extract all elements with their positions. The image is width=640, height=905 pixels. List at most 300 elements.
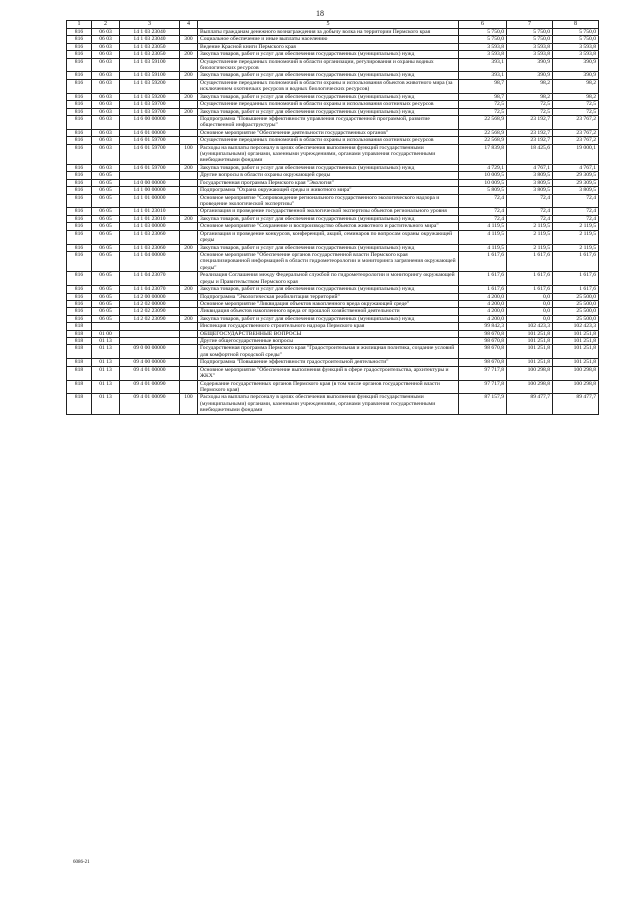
amount-year1-cell: 10 009,5 — [459, 179, 507, 186]
admin-code-cell: 816 — [67, 251, 92, 271]
amount-year2-cell: 72,5 — [507, 108, 553, 115]
admin-code-cell: 816 — [67, 43, 92, 50]
amount-year2-cell: 1 617,6 — [507, 286, 553, 293]
section-code-cell: 06 03 — [92, 164, 120, 171]
amount-year1-cell: 1 617,6 — [459, 286, 507, 293]
item-name-cell: ОБЩЕГОСУДАРСТВЕННЫЕ ВОПРОСЫ — [198, 330, 459, 337]
table-row — [67, 323, 599, 330]
amount-year2-cell: 390,9 — [507, 72, 553, 79]
admin-code-cell: 816 — [67, 272, 92, 286]
admin-code-cell: 816 — [67, 28, 92, 35]
target-code-cell: 14 1 03 59700 — [120, 108, 180, 115]
amount-year3-cell: 2 119,5 — [553, 223, 599, 230]
amount-year1-cell: 97 717,8 — [459, 380, 507, 394]
item-name-cell: Закупка товаров, работ и услуг для обеспечения государственных (муниципальных) нужд — [198, 72, 459, 79]
item-name-cell: Закупка товаров, работ и услуг для обеспечения государственных (муниципальных) нужд — [198, 215, 459, 222]
amount-year1-cell: 22 568,9 — [459, 115, 507, 129]
amount-year2-cell: 23 192,7 — [507, 137, 553, 144]
table-row — [67, 164, 599, 171]
amount-year1-cell: 393,1 — [459, 58, 507, 72]
amount-year2-cell: 98,2 — [507, 79, 553, 93]
amount-year3-cell: 101 251,8 — [553, 330, 599, 337]
amount-year1-cell: 98,7 — [459, 93, 507, 100]
amount-year1-cell: 5 750,0 — [459, 36, 507, 43]
table-row — [67, 72, 599, 79]
amount-year2-cell: 100 298,8 — [507, 366, 553, 380]
table-row — [67, 244, 599, 251]
target-code-cell: 14 6 01 00000 — [120, 129, 180, 136]
section-code-cell: 06 03 — [92, 137, 120, 144]
admin-code-cell: 818 — [67, 366, 92, 380]
target-code-cell: 14 1 03 59700 — [120, 101, 180, 108]
section-code-cell: 06 05 — [92, 272, 120, 286]
expense-type-cell — [180, 330, 198, 337]
amount-year3-cell: 72,4 — [553, 194, 599, 208]
amount-year2-cell: 102 423,3 — [507, 323, 553, 330]
column-header: 5 — [198, 21, 459, 29]
amount-year1-cell: 4 200,0 — [459, 300, 507, 307]
amount-year3-cell: 72,4 — [553, 208, 599, 215]
amount-year2-cell: 72,4 — [507, 215, 553, 222]
expense-type-cell — [180, 172, 198, 179]
amount-year2-cell: 98,2 — [507, 93, 553, 100]
section-code-cell: 06 05 — [92, 230, 120, 244]
expense-type-cell: 200 — [180, 72, 198, 79]
amount-year2-cell: 3 593,8 — [507, 43, 553, 50]
item-name-cell: Государственная программа Пермского края "Экология" — [198, 179, 459, 186]
admin-code-cell: 816 — [67, 187, 92, 194]
section-code-cell: 06 05 — [92, 244, 120, 251]
table-row — [67, 215, 599, 222]
item-name-cell: Основное мероприятие "Сопровождение регионального государственного экологического надзора и проведение экологической экспертизы" — [198, 194, 459, 208]
section-code-cell: 06 03 — [92, 93, 120, 100]
table-row — [67, 194, 599, 208]
expense-type-cell — [180, 129, 198, 136]
amount-year2-cell: 101 251,8 — [507, 359, 553, 366]
amount-year3-cell: 25 500,0 — [553, 308, 599, 315]
target-code-cell — [120, 323, 180, 330]
admin-code-cell: 816 — [67, 308, 92, 315]
amount-year1-cell: 17 839,8 — [459, 144, 507, 164]
section-code-cell: 06 03 — [92, 28, 120, 35]
item-name-cell: Закупка товаров, работ и услуг для обеспечения государственных (муниципальных) нужд — [198, 244, 459, 251]
amount-year1-cell: 1 617,6 — [459, 272, 507, 286]
admin-code-cell: 816 — [67, 300, 92, 307]
target-code-cell: 14 1 03 59100 — [120, 72, 180, 79]
admin-code-cell: 816 — [67, 286, 92, 293]
table-row — [67, 93, 599, 100]
item-name-cell: Расходы на выплаты персоналу в целях обеспечения выполнения функций государственными (муниципальными) органами, казенными учреждениями, органами управления государственными внебюджетными фондами — [198, 144, 459, 164]
amount-year1-cell: 22 568,9 — [459, 137, 507, 144]
section-code-cell: 06 05 — [92, 286, 120, 293]
amount-year2-cell: 89 477,7 — [507, 394, 553, 414]
admin-code-cell: 816 — [67, 101, 92, 108]
item-name-cell: Организация и проведение государственной экологической экспертизы объектов регионального уровня — [198, 208, 459, 215]
expense-type-cell: 200 — [180, 215, 198, 222]
amount-year3-cell: 3 809,5 — [553, 187, 599, 194]
amount-year1-cell: 4 119,5 — [459, 230, 507, 244]
admin-code-cell: 818 — [67, 359, 92, 366]
expense-type-cell: 200 — [180, 51, 198, 58]
section-code-cell: 06 05 — [92, 293, 120, 300]
admin-code-cell: 818 — [67, 380, 92, 394]
target-code-cell: 14 1 03 23060 — [120, 230, 180, 244]
amount-year3-cell: 23 767,2 — [553, 137, 599, 144]
amount-year2-cell: 100 298,8 — [507, 380, 553, 394]
target-code-cell: 14 1 03 59100 — [120, 58, 180, 72]
expense-type-cell — [180, 308, 198, 315]
amount-year3-cell: 25 500,0 — [553, 300, 599, 307]
column-header: 4 — [180, 21, 198, 29]
expense-type-cell — [180, 43, 198, 50]
amount-year3-cell: 4 767,1 — [553, 164, 599, 171]
target-code-cell: 14 1 04 23070 — [120, 272, 180, 286]
target-code-cell: 14 1 03 23040 — [120, 36, 180, 43]
amount-year3-cell: 2 119,5 — [553, 230, 599, 244]
amount-year2-cell: 3 809,5 — [507, 187, 553, 194]
section-code-cell: 01 00 — [92, 330, 120, 337]
item-name-cell: Подпрограмма "Повышение эффективности управления государственной программой, развитие общественной инфраструктуры" — [198, 115, 459, 129]
item-name-cell: Закупка товаров, работ и услуг для обеспечения государственных (муниципальных) нужд — [198, 108, 459, 115]
target-code-cell: 14 1 03 23060 — [120, 244, 180, 251]
target-code-cell: 14 1 03 23040 — [120, 28, 180, 35]
item-name-cell: Осуществление переданных полномочий в области организации, регулирования и охраны водных биологических ресурсов — [198, 58, 459, 72]
table-row — [67, 51, 599, 58]
amount-year1-cell: 72,4 — [459, 215, 507, 222]
amount-year2-cell: 3 809,5 — [507, 179, 553, 186]
section-code-cell: 06 05 — [92, 308, 120, 315]
table-row — [67, 79, 599, 93]
amount-year3-cell: 72,5 — [553, 101, 599, 108]
section-code-cell: 01 13 — [92, 380, 120, 394]
amount-year1-cell: 4 200,0 — [459, 293, 507, 300]
amount-year1-cell: 5 809,5 — [459, 187, 507, 194]
admin-code-cell: 816 — [67, 129, 92, 136]
item-name-cell: Ведение Красной книги Пермского края — [198, 43, 459, 50]
item-name-cell: Закупка товаров, работ и услуг для обеспечения государственных (муниципальных) нужд — [198, 315, 459, 322]
amount-year1-cell: 97 717,8 — [459, 366, 507, 380]
admin-code-cell: 816 — [67, 194, 92, 208]
amount-year1-cell: 72,4 — [459, 208, 507, 215]
expense-type-cell: 300 — [180, 36, 198, 43]
table-row — [67, 43, 599, 50]
section-code-cell: 06 05 — [92, 223, 120, 230]
amount-year2-cell: 23 192,7 — [507, 115, 553, 129]
amount-year1-cell: 5 750,0 — [459, 28, 507, 35]
target-code-cell: 14 1 03 59200 — [120, 79, 180, 93]
item-name-cell: Ликвидация объектов накопленного вреда от прошлой хозяйственной деятельности — [198, 308, 459, 315]
amount-year2-cell: 5 750,0 — [507, 28, 553, 35]
item-name-cell: Основное мероприятие "Сохранение и воспроизводство объектов животного и растительного мира" — [198, 223, 459, 230]
amount-year1-cell: 4 200,0 — [459, 308, 507, 315]
admin-code-cell: 818 — [67, 338, 92, 345]
expense-type-cell — [180, 345, 198, 359]
table-row — [67, 179, 599, 186]
target-code-cell: 14 6 01 59700 — [120, 137, 180, 144]
target-code-cell — [120, 330, 180, 337]
admin-code-cell: 816 — [67, 93, 92, 100]
column-header: 7 — [507, 21, 553, 29]
target-code-cell: 14 6 01 59700 — [120, 144, 180, 164]
table-row — [67, 58, 599, 72]
item-name-cell: Другие общегосударственные вопросы — [198, 338, 459, 345]
amount-year3-cell: 5 750,0 — [553, 28, 599, 35]
amount-year2-cell: 0,0 — [507, 315, 553, 322]
admin-code-cell: 816 — [67, 208, 92, 215]
column-header-row — [67, 21, 599, 29]
target-code-cell — [120, 338, 180, 345]
expense-type-cell — [180, 366, 198, 380]
amount-year1-cell: 4 119,5 — [459, 223, 507, 230]
target-code-cell: 14 2 00 00000 — [120, 293, 180, 300]
table-row — [67, 338, 599, 345]
item-name-cell: Осуществление переданных полномочий в области охраны и использования охотничьих ресурсов — [198, 137, 459, 144]
amount-year2-cell: 72,5 — [507, 101, 553, 108]
section-code-cell: 06 03 — [92, 115, 120, 129]
table-row — [67, 129, 599, 136]
table-row — [67, 394, 599, 414]
admin-code-cell: 816 — [67, 72, 92, 79]
admin-code-cell: 816 — [67, 172, 92, 179]
amount-year3-cell: 23 767,2 — [553, 115, 599, 129]
table-row — [67, 272, 599, 286]
table-row — [67, 308, 599, 315]
item-name-cell: Расходы на выплаты персоналу в целях обеспечения выполнения функций государственными (муниципальными) органами, казенными учреждениями, органами управления государственными внебюджетными фондами — [198, 394, 459, 414]
table-row — [67, 172, 599, 179]
amount-year3-cell: 101 251,8 — [553, 338, 599, 345]
amount-year2-cell: 72,4 — [507, 208, 553, 215]
amount-year2-cell: 1 617,6 — [507, 272, 553, 286]
target-code-cell: 14 2 02 23090 — [120, 308, 180, 315]
section-code-cell — [92, 323, 120, 330]
target-code-cell: 14 1 01 23010 — [120, 215, 180, 222]
amount-year2-cell: 3 809,5 — [507, 172, 553, 179]
target-code-cell: 14 1 01 00000 — [120, 194, 180, 208]
amount-year2-cell: 72,4 — [507, 194, 553, 208]
amount-year3-cell: 1 617,6 — [553, 272, 599, 286]
item-name-cell: Выплаты гражданам денежного вознаграждения за добычу волка на территории Пермского края — [198, 28, 459, 35]
section-code-cell: 06 05 — [92, 179, 120, 186]
expense-type-cell: 200 — [180, 93, 198, 100]
target-code-cell: 14 1 04 00000 — [120, 251, 180, 271]
amount-year2-cell: 101 251,8 — [507, 330, 553, 337]
amount-year1-cell: 98 670,8 — [459, 338, 507, 345]
amount-year1-cell: 3 593,8 — [459, 43, 507, 50]
admin-code-cell: 818 — [67, 330, 92, 337]
admin-code-cell: 816 — [67, 164, 92, 171]
column-header: 8 — [553, 21, 599, 29]
amount-year2-cell: 0,0 — [507, 300, 553, 307]
amount-year1-cell: 72,5 — [459, 108, 507, 115]
target-code-cell: 14 1 00 00000 — [120, 187, 180, 194]
admin-code-cell: 816 — [67, 137, 92, 144]
expense-type-cell — [180, 208, 198, 215]
table-row — [67, 223, 599, 230]
amount-year3-cell: 102 423,3 — [553, 323, 599, 330]
target-code-cell: 14 1 03 23050 — [120, 43, 180, 50]
table-row — [67, 380, 599, 394]
section-code-cell: 06 03 — [92, 129, 120, 136]
amount-year1-cell: 98 670,8 — [459, 330, 507, 337]
section-code-cell: 06 03 — [92, 144, 120, 164]
target-code-cell: 14 2 02 00000 — [120, 300, 180, 307]
admin-code-cell: 818 — [67, 345, 92, 359]
admin-code-cell: 816 — [67, 58, 92, 72]
table-row — [67, 286, 599, 293]
amount-year1-cell: 98,7 — [459, 79, 507, 93]
expense-type-cell — [180, 359, 198, 366]
column-header: 2 — [92, 21, 120, 29]
admin-code-cell: 816 — [67, 293, 92, 300]
section-code-cell: 06 03 — [92, 101, 120, 108]
target-code-cell: 14 0 00 00000 — [120, 179, 180, 186]
amount-year3-cell: 390,9 — [553, 58, 599, 72]
table-row — [67, 293, 599, 300]
amount-year3-cell: 1 617,6 — [553, 251, 599, 271]
target-code-cell: 14 6 00 00000 — [120, 115, 180, 129]
column-header: 6 — [459, 21, 507, 29]
table-row — [67, 28, 599, 35]
amount-year2-cell: 390,9 — [507, 58, 553, 72]
section-code-cell: 06 03 — [92, 58, 120, 72]
target-code-cell: 09 4 01 00090 — [120, 394, 180, 414]
amount-year2-cell: 3 593,8 — [507, 51, 553, 58]
item-name-cell: Закупка товаров, работ и услуг для обеспечения государственных (муниципальных) нужд — [198, 93, 459, 100]
admin-code-cell: 816 — [67, 230, 92, 244]
expense-type-cell — [180, 380, 198, 394]
item-name-cell: Государственная программа Пермского края "Градостроительная и жилищная политика, создание условий для комфортной городской среды" — [198, 345, 459, 359]
table-row — [67, 208, 599, 215]
amount-year1-cell: 98 670,8 — [459, 359, 507, 366]
amount-year2-cell: 101 251,8 — [507, 338, 553, 345]
section-code-cell: 01 13 — [92, 394, 120, 414]
expense-type-cell: 200 — [180, 244, 198, 251]
amount-year1-cell: 99 842,3 — [459, 323, 507, 330]
target-code-cell: 14 1 03 00000 — [120, 223, 180, 230]
section-code-cell: 06 03 — [92, 43, 120, 50]
table-row — [67, 251, 599, 271]
item-name-cell: Основное мероприятие "Обеспечение деятельности государственных органов" — [198, 129, 459, 136]
expense-type-cell — [180, 323, 198, 330]
amount-year1-cell: 3 593,8 — [459, 51, 507, 58]
admin-code-cell: 816 — [67, 179, 92, 186]
table-row — [67, 144, 599, 164]
section-code-cell: 01 13 — [92, 338, 120, 345]
amount-year1-cell: 1 617,6 — [459, 251, 507, 271]
amount-year2-cell: 23 192,7 — [507, 129, 553, 136]
item-name-cell: Основное мероприятие "Обеспечение органов государственной власти Пермского края специализированной информацией в области гидрометеорологии и мониторинга загрязнения окружающей среды" — [198, 251, 459, 271]
table-row — [67, 108, 599, 115]
item-name-cell: Закупка товаров, работ и услуг для обеспечения государственных (муниципальных) нужд — [198, 164, 459, 171]
section-code-cell: 01 13 — [92, 345, 120, 359]
expense-type-cell — [180, 187, 198, 194]
item-name-cell: Социальное обеспечение и иные выплаты населению — [198, 36, 459, 43]
amount-year1-cell: 4 729,1 — [459, 164, 507, 171]
expense-type-cell — [180, 58, 198, 72]
budget-table — [66, 20, 599, 415]
expense-type-cell — [180, 137, 198, 144]
expense-type-cell: 200 — [180, 286, 198, 293]
item-name-cell: Инспекция государственного строительного надзора Пермского края — [198, 323, 459, 330]
section-code-cell: 06 05 — [92, 208, 120, 215]
amount-year3-cell: 98,2 — [553, 79, 599, 93]
target-code-cell: 14 1 04 23070 — [120, 286, 180, 293]
amount-year3-cell: 3 593,8 — [553, 51, 599, 58]
target-code-cell — [120, 172, 180, 179]
target-code-cell: 14 1 03 23050 — [120, 51, 180, 58]
amount-year1-cell: 87 157,9 — [459, 394, 507, 414]
expense-type-cell — [180, 223, 198, 230]
item-name-cell: Осуществление переданных полномочий в области охраны и использования объектов животного мира (за исключением охотничьих ресурсов и водных биологических ресурсов) — [198, 79, 459, 93]
item-name-cell: Закупка товаров, работ и услуг для обеспечения государственных (муниципальных) нужд — [198, 51, 459, 58]
amount-year3-cell: 2 119,5 — [553, 244, 599, 251]
amount-year2-cell: 2 119,5 — [507, 244, 553, 251]
amount-year3-cell: 98,2 — [553, 93, 599, 100]
target-code-cell: 09 0 00 00000 — [120, 345, 180, 359]
amount-year1-cell: 10 009,5 — [459, 172, 507, 179]
amount-year2-cell: 101 251,8 — [507, 345, 553, 359]
amount-year1-cell: 72,4 — [459, 194, 507, 208]
amount-year2-cell: 2 119,5 — [507, 223, 553, 230]
amount-year3-cell: 5 750,0 — [553, 36, 599, 43]
amount-year1-cell: 72,5 — [459, 101, 507, 108]
table-row — [67, 137, 599, 144]
amount-year3-cell: 25 500,0 — [553, 315, 599, 322]
expense-type-cell — [180, 293, 198, 300]
section-code-cell: 06 05 — [92, 315, 120, 322]
item-name-cell: Реализация Соглашения между Федеральной службой по гидрометеорологии и мониторингу окружающей среды и Правительством Пермского края — [198, 272, 459, 286]
item-name-cell: Подпрограмма "Охрана окружающей среды и животного мира" — [198, 187, 459, 194]
expense-type-cell — [180, 115, 198, 129]
table-row — [67, 187, 599, 194]
target-code-cell: 14 6 01 59700 — [120, 164, 180, 171]
amount-year3-cell: 25 500,0 — [553, 293, 599, 300]
expense-type-cell — [180, 194, 198, 208]
target-code-cell: 14 1 01 23010 — [120, 208, 180, 215]
page-number: 18 — [316, 9, 324, 18]
admin-code-cell: 816 — [67, 36, 92, 43]
admin-code-cell: 816 — [67, 79, 92, 93]
section-code-cell: 06 05 — [92, 300, 120, 307]
item-name-cell: Основное мероприятие "Ликвидация объектов накопленного вреда окружающей среде" — [198, 300, 459, 307]
item-name-cell: Основное мероприятие "Обеспечение выполнения функций в сфере градостроительства, архитектуры и ЖКХ" — [198, 366, 459, 380]
expense-type-cell: 100 — [180, 144, 198, 164]
item-name-cell: Подпрограмма "Экологическая реабилитация территорий" — [198, 293, 459, 300]
admin-code-cell: 816 — [67, 215, 92, 222]
expense-type-cell — [180, 28, 198, 35]
admin-code-cell: 816 — [67, 223, 92, 230]
expense-type-cell — [180, 179, 198, 186]
column-header: 1 — [67, 21, 92, 29]
admin-code-cell: 816 — [67, 51, 92, 58]
table-row — [67, 359, 599, 366]
amount-year3-cell: 89 477,7 — [553, 394, 599, 414]
amount-year2-cell: 1 617,6 — [507, 251, 553, 271]
item-name-cell: Организация и проведение конкурсов, конференций, акций, семинаров по вопросам охраны окружающей среды — [198, 230, 459, 244]
amount-year1-cell: 4 200,0 — [459, 315, 507, 322]
admin-code-cell: 816 — [67, 144, 92, 164]
document-code: 6086-21 — [73, 860, 90, 865]
amount-year3-cell: 390,9 — [553, 72, 599, 79]
expense-type-cell — [180, 300, 198, 307]
amount-year3-cell: 29 309,5 — [553, 172, 599, 179]
expense-type-cell — [180, 230, 198, 244]
item-name-cell: Другие вопросы в области охраны окружающей среды — [198, 172, 459, 179]
expense-type-cell: 100 — [180, 394, 198, 414]
target-code-cell: 09 4 01 00090 — [120, 380, 180, 394]
amount-year3-cell: 1 617,6 — [553, 286, 599, 293]
amount-year2-cell: 0,0 — [507, 293, 553, 300]
